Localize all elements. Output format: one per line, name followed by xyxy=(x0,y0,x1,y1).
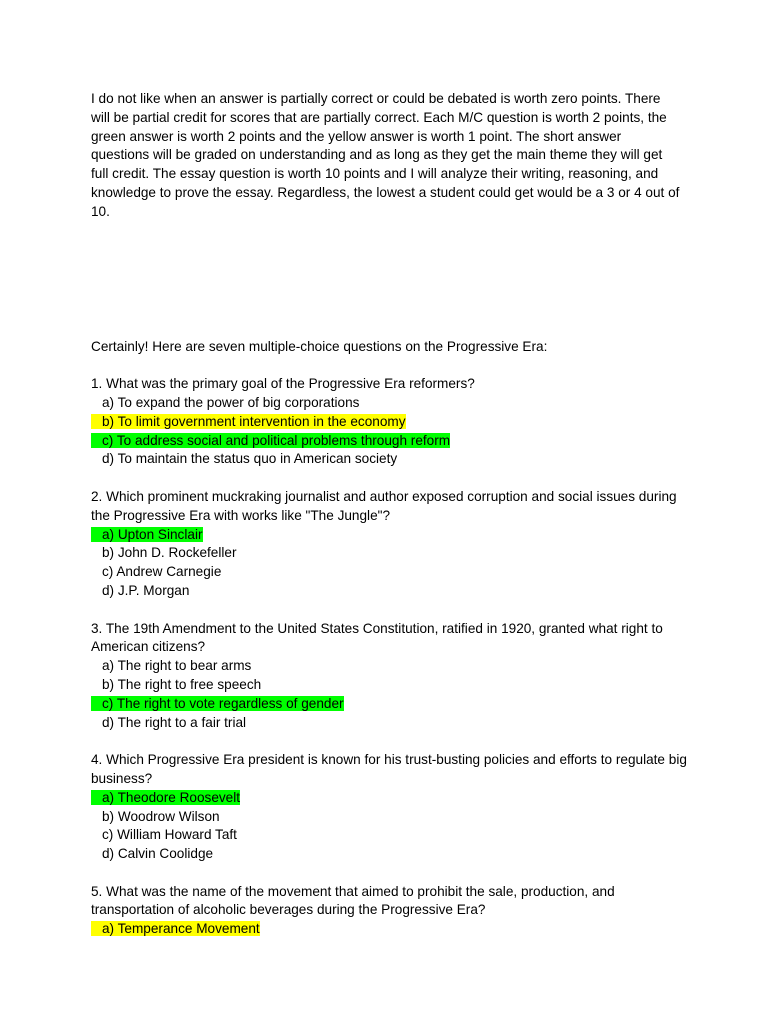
answer-option-label: d) The right to a fair trial xyxy=(102,714,247,730)
answer-option xyxy=(91,657,691,676)
answer-option-label: a) To expand the power of big corporations xyxy=(102,394,360,410)
document-page xyxy=(91,90,691,939)
answer-option-label: d) Calvin Coolidge xyxy=(102,846,214,862)
question-text: 2. Which prominent muckraking journalist and author exposed corruption and social issues during the Progressive Era with works like "The Jungle"? xyxy=(91,488,677,523)
answer-option xyxy=(91,413,691,432)
answer-option xyxy=(91,450,691,469)
answer-option xyxy=(91,432,691,451)
question-block xyxy=(91,488,691,601)
answer-option-label: b) To limit government intervention in the economy xyxy=(91,414,406,429)
question-list xyxy=(91,375,691,939)
answer-option xyxy=(91,845,691,864)
answer-option-label: d) To maintain the status quo in American society xyxy=(102,451,398,467)
answer-option-label: b) Woodrow Wilson xyxy=(102,808,220,824)
answer-option xyxy=(91,544,691,563)
answer-option-label: c) The right to vote regardless of gender xyxy=(91,696,344,711)
answer-option xyxy=(91,676,691,695)
question-text: 1. What was the primary goal of the Progressive Era reformers? xyxy=(91,376,475,392)
answer-option xyxy=(91,582,691,601)
answer-option xyxy=(91,563,691,582)
question-block xyxy=(91,751,691,864)
question-block xyxy=(91,375,691,469)
answer-option xyxy=(91,826,691,845)
answer-option-label: b) The right to free speech xyxy=(102,676,262,692)
answer-option-label: a) The right to bear arms xyxy=(102,658,252,674)
question-text: 3. The 19th Amendment to the United States Constitution, ratified in 1920, granted what right to American citizens? xyxy=(91,620,663,655)
question-block xyxy=(91,883,691,939)
answer-option-label: c) Andrew Carnegie xyxy=(102,564,222,580)
answer-option-label: d) J.P. Morgan xyxy=(102,582,190,598)
answer-option-label: c) To address social and political problems through reform xyxy=(91,433,450,448)
answer-option xyxy=(91,808,691,827)
question-text: 5. What was the name of the movement that aimed to prohibit the sale, production, and transportation of alcoholic beverages during the Progressive Era? xyxy=(91,883,615,918)
answer-option xyxy=(91,789,691,808)
answer-option-label: a) Upton Sinclair xyxy=(91,527,203,542)
questions-intro-line: Certainly! Here are seven multiple-choice questions on the Progressive Era: xyxy=(91,338,548,354)
answer-option xyxy=(91,526,691,545)
answer-option xyxy=(91,920,691,939)
question-block xyxy=(91,620,691,733)
grading-note-paragraph: I do not like when an answer is partially correct or could be debated is worth zero points. There will be partial credit for scores that are partially correct. Each M/C question is worth 2 points, the green answer is worth 2 points and the yellow answer is worth 1 point. The short answer questions will be graded on understanding and as long as they get the main theme they will get full credit. The essay question is worth 10 points and I will analyze their writing, reasoning, and knowledge to prove the essay. Regardless, the lowest a student could get would be a 3 or 4 out of 10. xyxy=(91,91,680,219)
answer-option-label: a) Temperance Movement xyxy=(91,921,260,936)
answer-option xyxy=(91,714,691,733)
answer-option-label: c) William Howard Taft xyxy=(102,827,237,843)
answer-option-label: a) Theodore Roosevelt xyxy=(91,790,240,805)
answer-option xyxy=(91,695,691,714)
answer-option-label: b) John D. Rockefeller xyxy=(102,545,237,561)
answer-option xyxy=(91,394,691,413)
question-text: 4. Which Progressive Era president is known for his trust-busting policies and efforts to regulate big business? xyxy=(91,752,687,786)
